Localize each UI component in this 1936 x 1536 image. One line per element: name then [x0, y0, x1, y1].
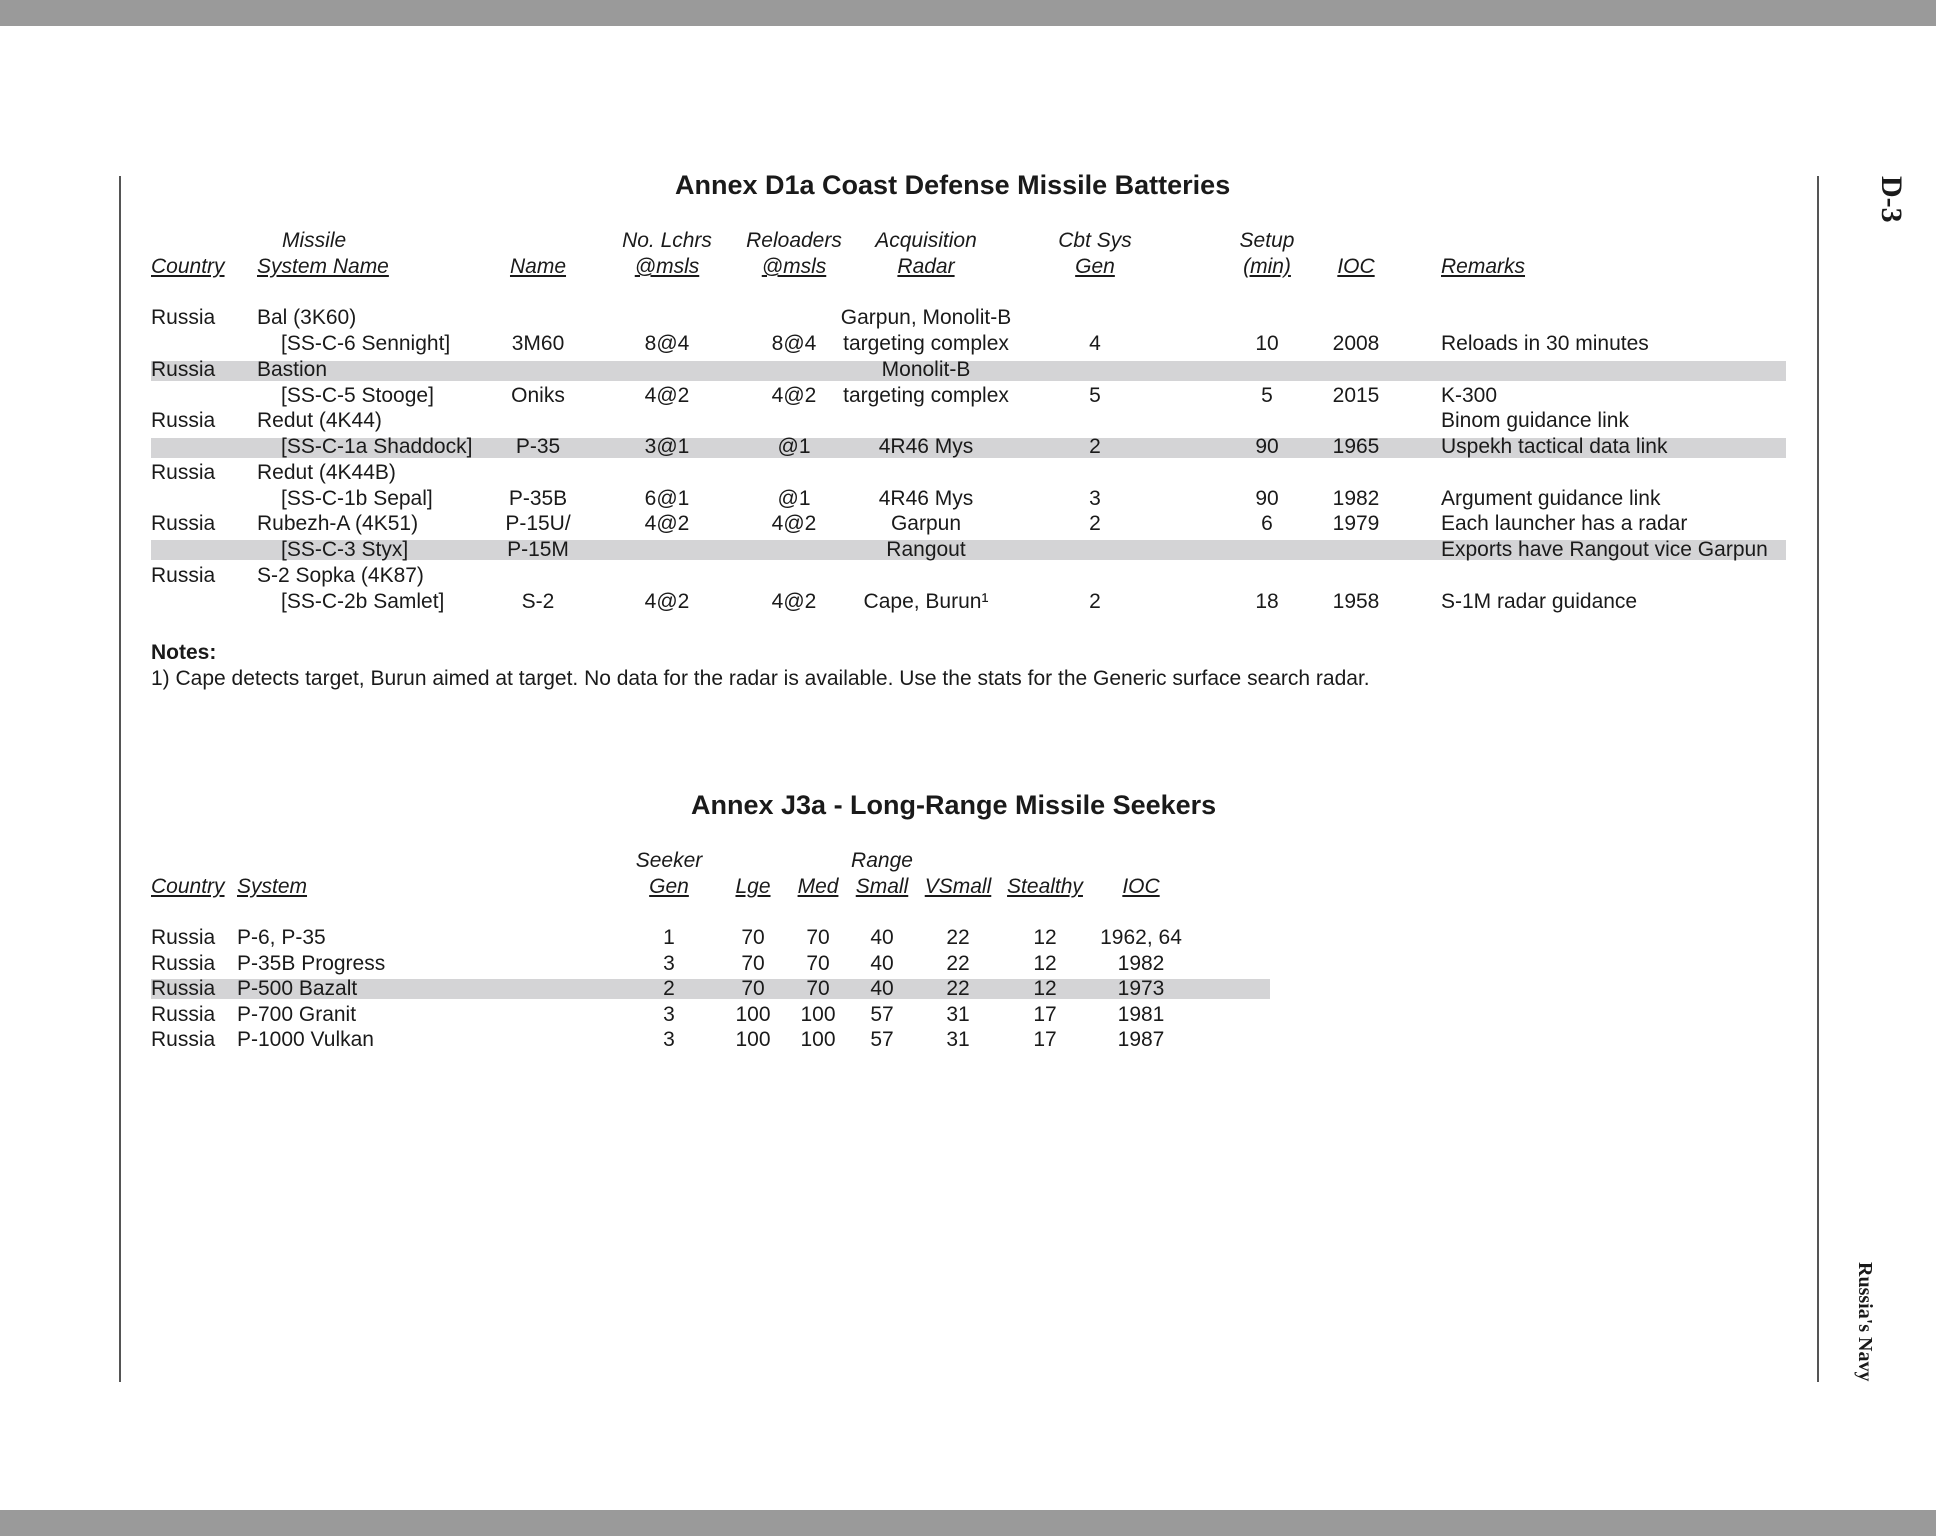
header-system-top: Missile	[282, 229, 347, 252]
cell-stealthy: 12	[1033, 926, 1057, 949]
cell-system: Bal (3K60)	[257, 306, 357, 329]
header-name: Name	[509, 255, 567, 278]
cell-reload: @1	[777, 435, 811, 458]
cell-lchrs: 4@2	[644, 384, 690, 407]
cell-med: 70	[806, 977, 830, 1000]
cell-ioc: 2015	[1332, 384, 1380, 407]
header-country: Country	[151, 255, 225, 278]
cell-name: P-35	[515, 435, 561, 458]
header-reload-top: Reloaders	[746, 229, 842, 252]
cell-country: Russia	[151, 512, 216, 535]
cell-small: 40	[870, 952, 894, 975]
cell-remarks: S-1M radar guidance	[1441, 590, 1638, 613]
cell-country: Russia	[151, 1003, 216, 1026]
cell-system: [SS-C-5 Stooge]	[281, 384, 434, 407]
cell-med: 100	[800, 1028, 836, 1051]
cell-remarks: Reloads in 30 minutes	[1441, 332, 1649, 355]
header-lchrs: @msls	[634, 255, 700, 278]
cell-reload: 4@2	[771, 512, 817, 535]
cell-reload: @1	[777, 487, 811, 510]
cell-country: Russia	[151, 977, 216, 1000]
cell-lchrs: 6@1	[644, 487, 690, 510]
cell-radar: Cape, Burun¹	[863, 590, 989, 613]
cell-small: 40	[870, 926, 894, 949]
cell-gen: 3	[663, 1003, 675, 1026]
cell-system: P-35B Progress	[237, 952, 386, 975]
cell-name: P-15U/	[505, 512, 571, 535]
cell-med: 70	[806, 926, 830, 949]
header-reload: @msls	[761, 255, 827, 278]
header-ioc: IOC	[1122, 875, 1160, 898]
cell-reload: 4@2	[771, 590, 817, 613]
cell-radar: 4R46 Mys	[878, 435, 974, 458]
header-lchrs-top: No. Lchrs	[622, 229, 712, 252]
header-med: Med	[797, 875, 839, 898]
cell-ioc: 1981	[1117, 1003, 1165, 1026]
cell-ioc: 1958	[1332, 590, 1380, 613]
cell-gen: 5	[1089, 384, 1101, 407]
cell-ioc: 1982	[1117, 952, 1165, 975]
header-remarks: Remarks	[1441, 255, 1526, 278]
cell-lge: 70	[741, 952, 765, 975]
cell-setup: 5	[1261, 384, 1273, 407]
cell-stealthy: 12	[1033, 977, 1057, 1000]
cell-radar: Garpun	[890, 512, 962, 535]
cell-gen: 2	[663, 977, 675, 1000]
cell-name: Oniks	[511, 384, 565, 407]
cell-ioc: 1987	[1117, 1028, 1165, 1051]
cell-ioc: 1965	[1332, 435, 1380, 458]
annex-j3a-title: Annex J3a - Long-Range Missile Seekers	[691, 790, 1217, 820]
cell-radar: 4R46 Mys	[878, 487, 974, 510]
cell-country: Russia	[151, 952, 216, 975]
cell-stealthy: 17	[1033, 1028, 1057, 1051]
cell-system: Redut (4K44)	[257, 409, 382, 432]
cell-vsmall: 31	[946, 1003, 970, 1026]
cell-gen: 2	[1089, 435, 1101, 458]
cell-remarks: Exports have Rangout vice Garpun	[1441, 538, 1768, 561]
cell-gen: 2	[1089, 590, 1101, 613]
cell-remarks: Binom guidance link	[1441, 409, 1629, 432]
cell-remarks: Uspekh tactical data link	[1441, 435, 1668, 458]
cell-system: Redut (4K44B)	[257, 461, 396, 484]
header-gen: Gen	[649, 875, 689, 898]
cell-system: [SS-C-6 Sennight]	[281, 332, 451, 355]
cell-system: [SS-C-1a Shaddock]	[281, 435, 473, 458]
cell-name: S-2	[521, 590, 555, 613]
cell-reload: 8@4	[771, 332, 817, 355]
cell-system: [SS-C-2b Samlet]	[281, 590, 445, 613]
cell-ioc: 1973	[1117, 977, 1165, 1000]
header-setup: (min)	[1243, 255, 1291, 278]
cell-radar: Garpun, Monolit-B	[840, 306, 1012, 329]
page-number: D-3	[1875, 176, 1908, 223]
header-seeker-top: Seeker	[635, 849, 703, 872]
header-radar: Radar	[897, 255, 955, 278]
cell-name: P-15M	[507, 538, 569, 561]
cell-system: Bastion	[257, 358, 328, 381]
header-system: System Name	[257, 255, 389, 278]
cell-remarks: Each launcher has a radar	[1441, 512, 1688, 535]
header-ioc: IOC	[1337, 255, 1375, 278]
cell-reload: 4@2	[771, 384, 817, 407]
cell-radar: targeting complex	[843, 384, 1009, 407]
cell-country: Russia	[151, 409, 216, 432]
header-gen: Gen	[1075, 255, 1115, 278]
cell-system: P-1000 Vulkan	[237, 1028, 374, 1051]
cell-radar: targeting complex	[843, 332, 1009, 355]
cell-lge: 70	[741, 926, 765, 949]
annex-d1a-title: Annex D1a Coast Defense Missile Batteries	[675, 170, 1231, 200]
cell-setup: 18	[1255, 590, 1279, 613]
cell-radar: Monolit-B	[881, 358, 971, 381]
cell-gen: 2	[1089, 512, 1101, 535]
cell-ioc: 1962, 64	[1100, 926, 1182, 949]
cell-gen: 3	[663, 952, 675, 975]
note-1: 1) Cape detects target, Burun aimed at target. No data for the radar is available. Use the stats for the Generic surface search radar.	[151, 667, 1370, 690]
cell-lchrs: 3@1	[644, 435, 690, 458]
cell-gen: 3	[663, 1028, 675, 1051]
header-country: Country	[151, 875, 225, 898]
cell-lchrs: 8@4	[644, 332, 690, 355]
header-lge: Lge	[735, 875, 771, 898]
header-radar-top: Acquisition	[875, 229, 977, 252]
cell-lchrs: 4@2	[644, 590, 690, 613]
cell-med: 100	[800, 1003, 836, 1026]
cell-country: Russia	[151, 564, 216, 587]
cell-setup: 90	[1255, 435, 1279, 458]
cell-remarks: Argument guidance link	[1441, 487, 1661, 510]
cell-system: [SS-C-1b Sepal]	[281, 487, 433, 510]
cell-lchrs: 4@2	[644, 512, 690, 535]
cell-gen: 4	[1089, 332, 1101, 355]
notes-heading: Notes:	[151, 641, 217, 664]
cell-system: P-500 Bazalt	[237, 977, 358, 1000]
cell-stealthy: 17	[1033, 1003, 1057, 1026]
running-title: Russia's Navy	[1854, 1262, 1876, 1382]
cell-med: 70	[806, 952, 830, 975]
cell-vsmall: 31	[946, 1028, 970, 1051]
cell-remarks: K-300	[1441, 384, 1498, 407]
cell-lge: 100	[735, 1003, 771, 1026]
cell-vsmall: 22	[946, 926, 970, 949]
cell-stealthy: 12	[1033, 952, 1057, 975]
cell-vsmall: 22	[946, 952, 970, 975]
right-margin-rule	[1817, 176, 1819, 1382]
cell-ioc: 1979	[1332, 512, 1380, 535]
top-border-bar	[0, 0, 1936, 26]
cell-lge: 100	[735, 1028, 771, 1051]
left-margin-rule	[119, 176, 121, 1382]
cell-vsmall: 22	[946, 977, 970, 1000]
header-system: System	[237, 875, 308, 898]
header-stealthy: Stealthy	[1007, 875, 1083, 898]
header-small: Small	[855, 875, 909, 898]
cell-country: Russia	[151, 306, 216, 329]
header-vsmall: VSmall	[924, 875, 992, 898]
cell-name: P-35B	[508, 487, 568, 510]
cell-small: 57	[870, 1003, 894, 1026]
cell-ioc: 2008	[1332, 332, 1380, 355]
cell-gen: 3	[1089, 487, 1101, 510]
cell-small: 57	[870, 1028, 894, 1051]
cell-lge: 70	[741, 977, 765, 1000]
cell-system: P-6, P-35	[237, 926, 326, 949]
cell-small: 40	[870, 977, 894, 1000]
cell-name: 3M60	[511, 332, 565, 355]
cell-system: Rubezh-A (4K51)	[257, 512, 419, 535]
header-gen-top: Cbt Sys	[1058, 229, 1132, 252]
cell-setup: 90	[1255, 487, 1279, 510]
cell-gen: 1	[663, 926, 675, 949]
header-range-top: Range	[851, 849, 913, 872]
cell-radar: Rangout	[886, 538, 966, 561]
cell-system: [SS-C-3 Styx]	[281, 538, 409, 561]
cell-country: Russia	[151, 1028, 216, 1051]
bottom-border-bar	[0, 1510, 1936, 1536]
cell-setup: 10	[1255, 332, 1279, 355]
cell-country: Russia	[151, 926, 216, 949]
cell-ioc: 1982	[1332, 487, 1380, 510]
cell-country: Russia	[151, 461, 216, 484]
cell-system: P-700 Granit	[237, 1003, 357, 1026]
header-setup-top: Setup	[1239, 229, 1295, 252]
cell-country: Russia	[151, 358, 216, 381]
cell-system: S-2 Sopka (4K87)	[257, 564, 424, 587]
cell-setup: 6	[1261, 512, 1273, 535]
